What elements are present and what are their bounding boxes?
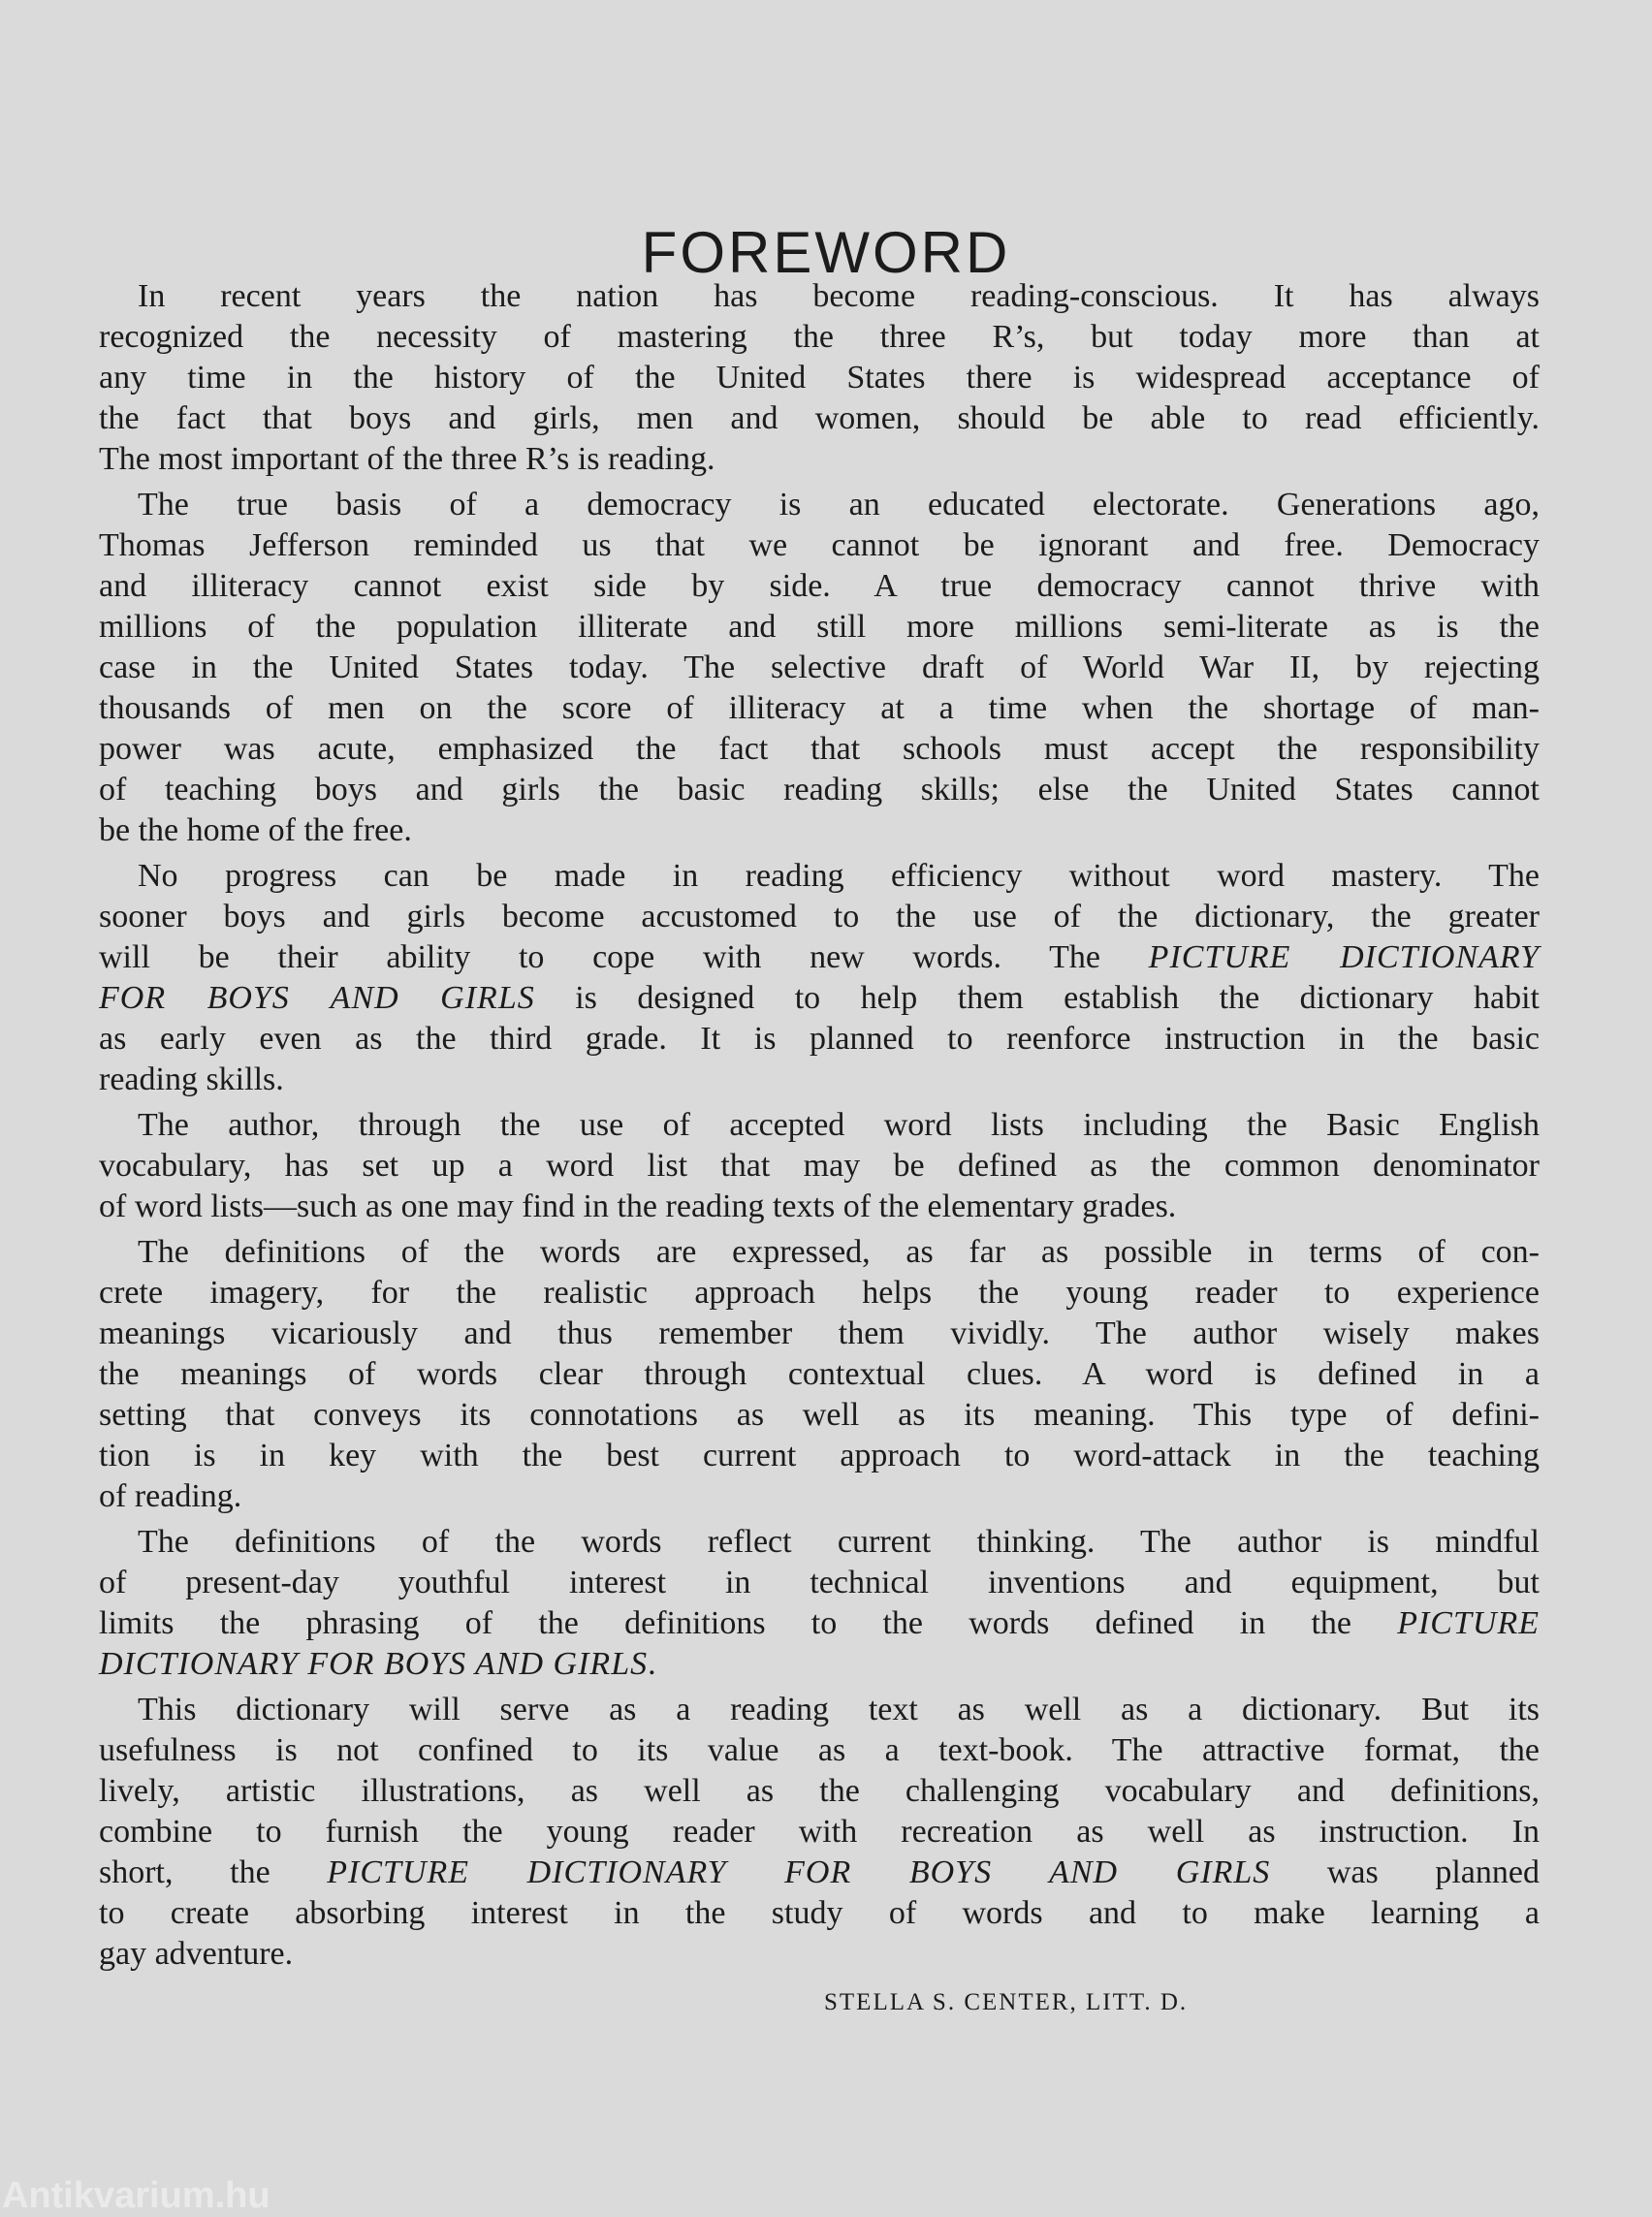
text-segment: short, the [99,1854,328,1890]
text-line [99,729,1540,770]
paragraph [99,1522,1540,1685]
text-line [99,937,1540,978]
text-line [99,1730,1540,1771]
text-line [99,1060,1540,1100]
text-segment: reading skills. [99,1061,284,1097]
text-line [99,648,1540,688]
text-line [99,485,1540,525]
book-title-italic: PICTURE DICTIONARY [1148,939,1540,975]
text-segment: combine to furnish the young reader with recreation as well as instruction. In [99,1814,1540,1850]
text-line [99,1395,1540,1436]
text-segment: sooner boys and girls become accustomed to the use of the dictionary, the greater [99,899,1540,934]
text-segment: usefulness is not confined to its value as a text-book. The attractive format, the [99,1732,1540,1768]
text-segment: lively, artistic illustrations, as well as the challenging vocabulary and definitions, [99,1773,1540,1809]
text-line [99,770,1540,810]
text-line [99,1690,1540,1730]
text-segment: limits the phrasing of the definitions to the words defined in the [99,1605,1398,1641]
paragraph [99,1232,1540,1517]
text-line [99,1436,1540,1476]
text-segment: the meanings of words clear through contextual clues. A word is defined in a [99,1356,1540,1392]
text-segment: crete imagery, for the realistic approach helps the young reader to experience [99,1275,1540,1311]
text-segment: be the home of the free. [99,812,412,848]
book-title-italic: PICTURE [1397,1605,1540,1641]
text-segment: is designed to help them establish the dictionary habit [534,980,1540,1016]
text-segment: The author, through the use of accepted word lists including the Basic English [138,1107,1540,1143]
text-line [99,607,1540,648]
paragraph [99,485,1540,851]
text-line [99,566,1540,607]
text-line [99,1019,1540,1060]
text-line [99,1105,1540,1146]
text-segment: to create absorbing interest in the study of words and to make learning a [99,1895,1540,1931]
text-line [99,1354,1540,1395]
text-line [99,439,1540,480]
text-segment: setting that conveys its connotations as well as its meaning. This type of defini- [99,1397,1540,1433]
text-segment: millions of the population illiterate and still more millions semi-literate as is the [99,609,1540,645]
text-line [99,276,1540,317]
text-segment: of teaching boys and girls the basic reading skills; else the United States cannot [99,772,1540,808]
text-segment: meanings vicariously and thus remember them vividly. The author wisely makes [99,1315,1540,1351]
text-line [99,810,1540,851]
text-line [99,1146,1540,1187]
book-title-italic: DICTIONARY FOR BOYS AND GIRLS [99,1646,649,1682]
text-segment: In recent years the nation has become reading-conscious. It has always [138,278,1540,314]
text-line [99,317,1540,358]
text-segment: power was acute, emphasized the fact that schools must accept the responsibility [99,731,1540,767]
text-segment: of reading. [99,1478,242,1514]
text-line [99,1563,1540,1603]
text-segment: The definitions of the words reflect current thinking. The author is mindful [138,1524,1540,1560]
text-line [99,1853,1540,1893]
text-line [99,1187,1540,1227]
text-segment: any time in the history of the United States there is widespread acceptance of [99,360,1540,396]
text-segment: and illiteracy cannot exist side by side. A true democracy cannot thrive with [99,568,1540,604]
text-line [99,1522,1540,1563]
text-segment: The most important of the three R’s is reading. [99,441,715,477]
text-segment: will be their ability to cope with new words. The [99,939,1149,975]
author-signature: STELLA S. CENTER, LITT. D. [824,1989,1189,2015]
text-line [99,856,1540,897]
text-segment: Thomas Jefferson reminded us that we cannot be ignorant and free. Democracy [99,527,1540,563]
paragraph [99,856,1540,1100]
text-segment: vocabulary, has set up a word list that may be defined as the common denominator [99,1148,1540,1184]
paragraph [99,1105,1540,1227]
text-segment: gay adventure. [99,1936,294,1972]
text-segment: thousands of men on the score of illiteracy at a time when the shortage of man- [99,690,1540,726]
text-line [99,688,1540,729]
text-line [99,978,1540,1019]
text-line [99,398,1540,439]
text-segment: of word lists—such as one may find in the reading texts of the elementary grades. [99,1188,1177,1224]
text-segment: This dictionary will serve as a reading text as well as a dictionary. But its [138,1692,1540,1727]
text-segment: recognized the necessity of mastering the three R’s, but today more than at [99,319,1540,355]
text-line [99,1476,1540,1517]
text-line [99,1771,1540,1812]
text-line [99,1812,1540,1853]
paragraph [99,276,1540,480]
watermark: Antikvarium.hu [2,2175,270,2216]
paragraph [99,1690,1540,1975]
text-segment: the fact that boys and girls, men and women, should be able to read efficiently. [99,400,1540,436]
book-title-italic: FOR BOYS AND GIRLS [99,980,535,1016]
text-line [99,1893,1540,1934]
text-segment: was planned [1270,1854,1540,1890]
text-line [99,897,1540,937]
text-line [99,1232,1540,1273]
text-segment: The true basis of a democracy is an educated electorate. Generations ago, [138,487,1540,523]
text-line [99,1934,1540,1975]
text-segment: . [648,1646,656,1682]
text-segment: case in the United States today. The selective draft of World War II, by rejecting [99,649,1540,685]
text-segment: as early even as the third grade. It is planned to reenforce instruction in the basic [99,1021,1540,1057]
text-line [99,1273,1540,1314]
text-segment: of present-day youthful interest in technical inventions and equipment, but [99,1565,1540,1600]
text-segment: No progress can be made in reading efficiency without word mastery. The [138,858,1540,894]
foreword-body [99,276,1540,1979]
text-line [99,1603,1540,1644]
text-segment: tion is in key with the best current approach to word-attack in the teaching [99,1438,1540,1473]
text-segment: The definitions of the words are expressed, as far as possible in terms of con- [138,1234,1540,1270]
text-line [99,1644,1540,1685]
book-title-italic: PICTURE DICTIONARY FOR BOYS AND GIRLS [327,1854,1271,1890]
text-line [99,358,1540,398]
text-line [99,1314,1540,1354]
page-title: FOREWORD [641,220,1011,286]
text-line [99,525,1540,566]
